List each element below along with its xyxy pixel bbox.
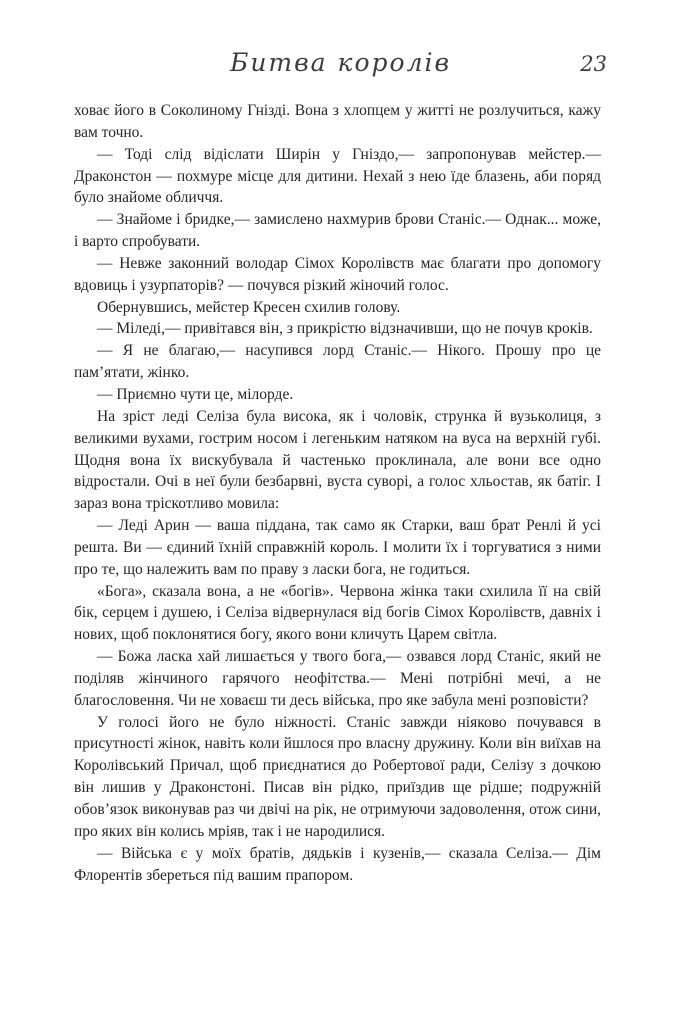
paragraph: — Я не благаю,— насупився лорд Станіс.— Нікого. Прошу про це пам’ятати, жінко. [74, 342, 601, 382]
page-number: 23 [580, 52, 607, 76]
paragraph: У голосі його не було ніжності. Станіс завжди ніяково почувався в присутності жінок, навіть коли йшлося про власну дружину. Коли він виїхав на Королівський Причал, щоб приєднатися до Робертової ради, Селізу з дочкою він лишив у Драконстоні. Писав він рідко, приїздив ще рідше; подружній обов’язок виконував раз чи двічі на рік, не отримуючи задоволення, отож сини, про яких він колись мріяв, так і не народилися. [74, 713, 601, 840]
paragraph: — Міледі,— привітався він, з прикрістю відзначивши, що не почув кроків. [97, 320, 593, 338]
paragraph: — Тоді слід відіслати Ширін у Гніздо,— запропонував мейстер.— Драконстон — похмуре місце для дитини. Нехай з нею їде блазень, аби поряд було знайоме обличчя. [74, 145, 601, 207]
paragraph: На зріст леді Селіза була висока, як і чоловік, струнка й вузьколиця, з великими вухами, гострим носом і легеньким натяком на вуса на верхній губі. Щодня вона їх вискубувала й частенько проклинала, але вони все одно відростали. Очі в неї були безбарвні, вуста суворі, а голос хльостав, як батіг. І зараз вона тріскотливо мовила: [74, 407, 601, 513]
page-body [74, 100, 601, 886]
paragraph: — Божа ласка хай лишається у твого бога,— озвався лорд Станіс, який не поділяв жінчиного гарячого неофітства.— Мені потрібні мечі, а не благословення. Чи не ховаєш ти десь війська, про яке забула мені розповісти? [74, 648, 601, 709]
paragraph: Обернувшись, мейстер Кресен схилив голову. [97, 298, 401, 316]
paragraph: — Невже законний володар Сімох Королівств має благати про допомогу вдовиць і узурпаторів? — почувся різкий жіночий голос. [74, 254, 601, 294]
paragraph: — Знайоме і бридке,— замислено нахмурив брови Станіс.— Однак... може, і варто спробувати. [74, 211, 601, 251]
paragraph: «Бога», сказала вона, а не «богів». Червона жінка таки схилила її на свій бік, серцем і душею, і Селіза відвернулася від богів Сімох Королівств, давніх і нових, щоб поклонятися богу, якого вони кличуть Царем світла. [74, 582, 601, 644]
running-title: Битва королів [229, 48, 452, 77]
running-head [74, 48, 607, 88]
paragraph: — Леді Арин — ваша піддана, так само як Старки, ваш брат Ренлі й усі решта. Ви — єдиний їхній справжній король. І молити їх і торгуватися з ними про те, що належить вам по праву з ласки бога, не годиться. [74, 517, 601, 578]
paragraph: — Війська є у моїх братів, дядьків і кузенів,— сказала Селіза.— Дім Флорентів збереться під вашим прапором. [74, 844, 601, 884]
paragraph: ховає його в Соколиному Гнізді. Вона з хлопцем у житті не розлучиться, кажу вам точно. [74, 102, 601, 141]
paragraph: — Приємно чути це, мілорде. [97, 385, 294, 403]
